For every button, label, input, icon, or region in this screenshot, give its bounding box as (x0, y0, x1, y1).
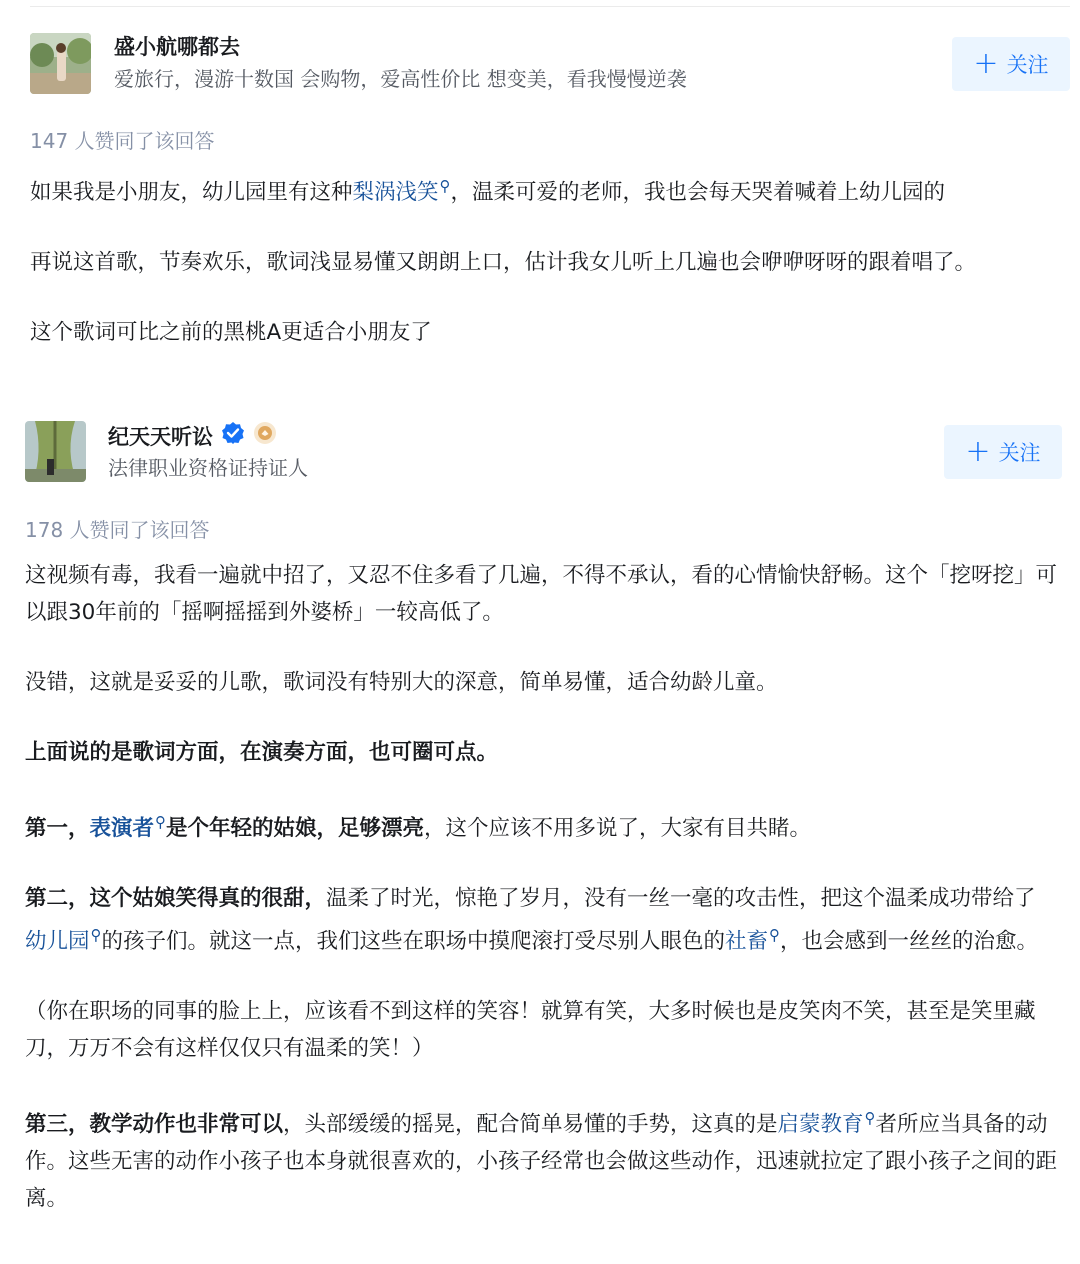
divider (30, 6, 1070, 7)
author-avatar[interactable] (25, 421, 86, 482)
author-headline: 爱旅行，漫游十数国 会购物，爱高性价比 想变美，看我慢慢逆袭 (114, 67, 687, 91)
paragraph: 如果我是小朋友，幼儿园里有这种梨涡浅笑⚲，温柔可爱的老师，我也会每天哭着喊着上幼儿园的 (30, 177, 946, 206)
follow-button[interactable]: + 关注 (944, 425, 1062, 479)
author-name[interactable]: 纪天天听讼 (108, 421, 277, 452)
paragraph: 这个歌词可比之前的黑桃A更适合小朋友了 (30, 320, 432, 346)
plus-icon: + (973, 46, 999, 81)
paragraph: 这视频有毒，我看一遍就中招了，又忍不住多看了几遍，不得不承认，看的心情愉快舒畅。这个「挖呀挖」可以跟30年前的「摇啊摇摇到外婆桥」一较高低了。 (25, 563, 1058, 625)
magnifier-icon: ⚲ (864, 1109, 876, 1128)
keyword-link[interactable]: 幼儿园⚲ (25, 926, 102, 955)
level-badge-icon (253, 421, 277, 452)
keyword-link[interactable]: 表演者⚲ (89, 813, 167, 842)
magnifier-icon: ⚲ (769, 926, 781, 945)
magnifier-icon: ⚲ (90, 926, 102, 945)
paragraph: 没错，这就是妥妥的儿歌，歌词没有特别大的深意，简单易懂，适合幼龄儿童。 (25, 670, 778, 695)
magnifier-icon: ⚲ (439, 177, 451, 195)
paragraph: 第一，表演者⚲是个年轻的姑娘，足够漂亮，这个应该不用多说了，大家有目共睹。 (25, 813, 812, 842)
keyword-link[interactable]: 启蒙教育⚲ (777, 1109, 876, 1138)
verified-badge-icon (221, 421, 245, 452)
author-headline: 法律职业资格证持证人 (108, 456, 308, 480)
follow-button[interactable]: + 关注 (952, 37, 1070, 91)
paragraph: 第二，这个姑娘笑得真的很甜，温柔了时光，惊艳了岁月，没有一丝一毫的攻击性，把这个温柔成功带给了幼儿园⚲的孩子们。就这一点，我们这些在职场中摸爬滚打受尽别人眼色的社畜⚲，也会感到一丝丝的治愈。 (25, 886, 1039, 955)
paragraph: 第三，教学动作也非常可以，头部缓缓的摇晃，配合简单易懂的手势，这真的是启蒙教育⚲者所应当具备的动作。这些无害的动作小孩子也本身就很喜欢的，小孩子经常也会做这些动作，迅速就拉定了跟小孩子之间的距离。 (25, 1109, 1058, 1212)
answer-content (30, 168, 1060, 351)
paragraph: （你在职场的同事的脸上上，应该看不到这样的笑容！就算有笑，大多时候也是皮笑肉不笑，甚至是笑里藏刀，万万不会有这样仅仅只有温柔的笑！） (25, 999, 1036, 1062)
plus-icon: + (965, 434, 991, 469)
vote-count: 147 人赞同了该回答 (30, 129, 215, 153)
magnifier-icon: ⚲ (155, 813, 167, 831)
vote-count: 178 人赞同了该回答 (25, 518, 210, 542)
paragraph: 再说这首歌，节奏欢乐，歌词浅显易懂又朗朗上口，估计我女儿听上几遍也会咿咿呀呀的跟着唱了。 (30, 250, 977, 276)
keyword-link[interactable]: 社畜⚲ (725, 926, 781, 955)
author-avatar[interactable] (30, 33, 91, 94)
answer-content (25, 557, 1057, 1217)
author-name[interactable]: 盛小航哪都去 (114, 35, 240, 59)
paragraph: 上面说的是歌词方面，在演奏方面，也可圈可点。 (25, 740, 499, 765)
keyword-link[interactable]: 梨涡浅笑⚲ (352, 177, 451, 206)
